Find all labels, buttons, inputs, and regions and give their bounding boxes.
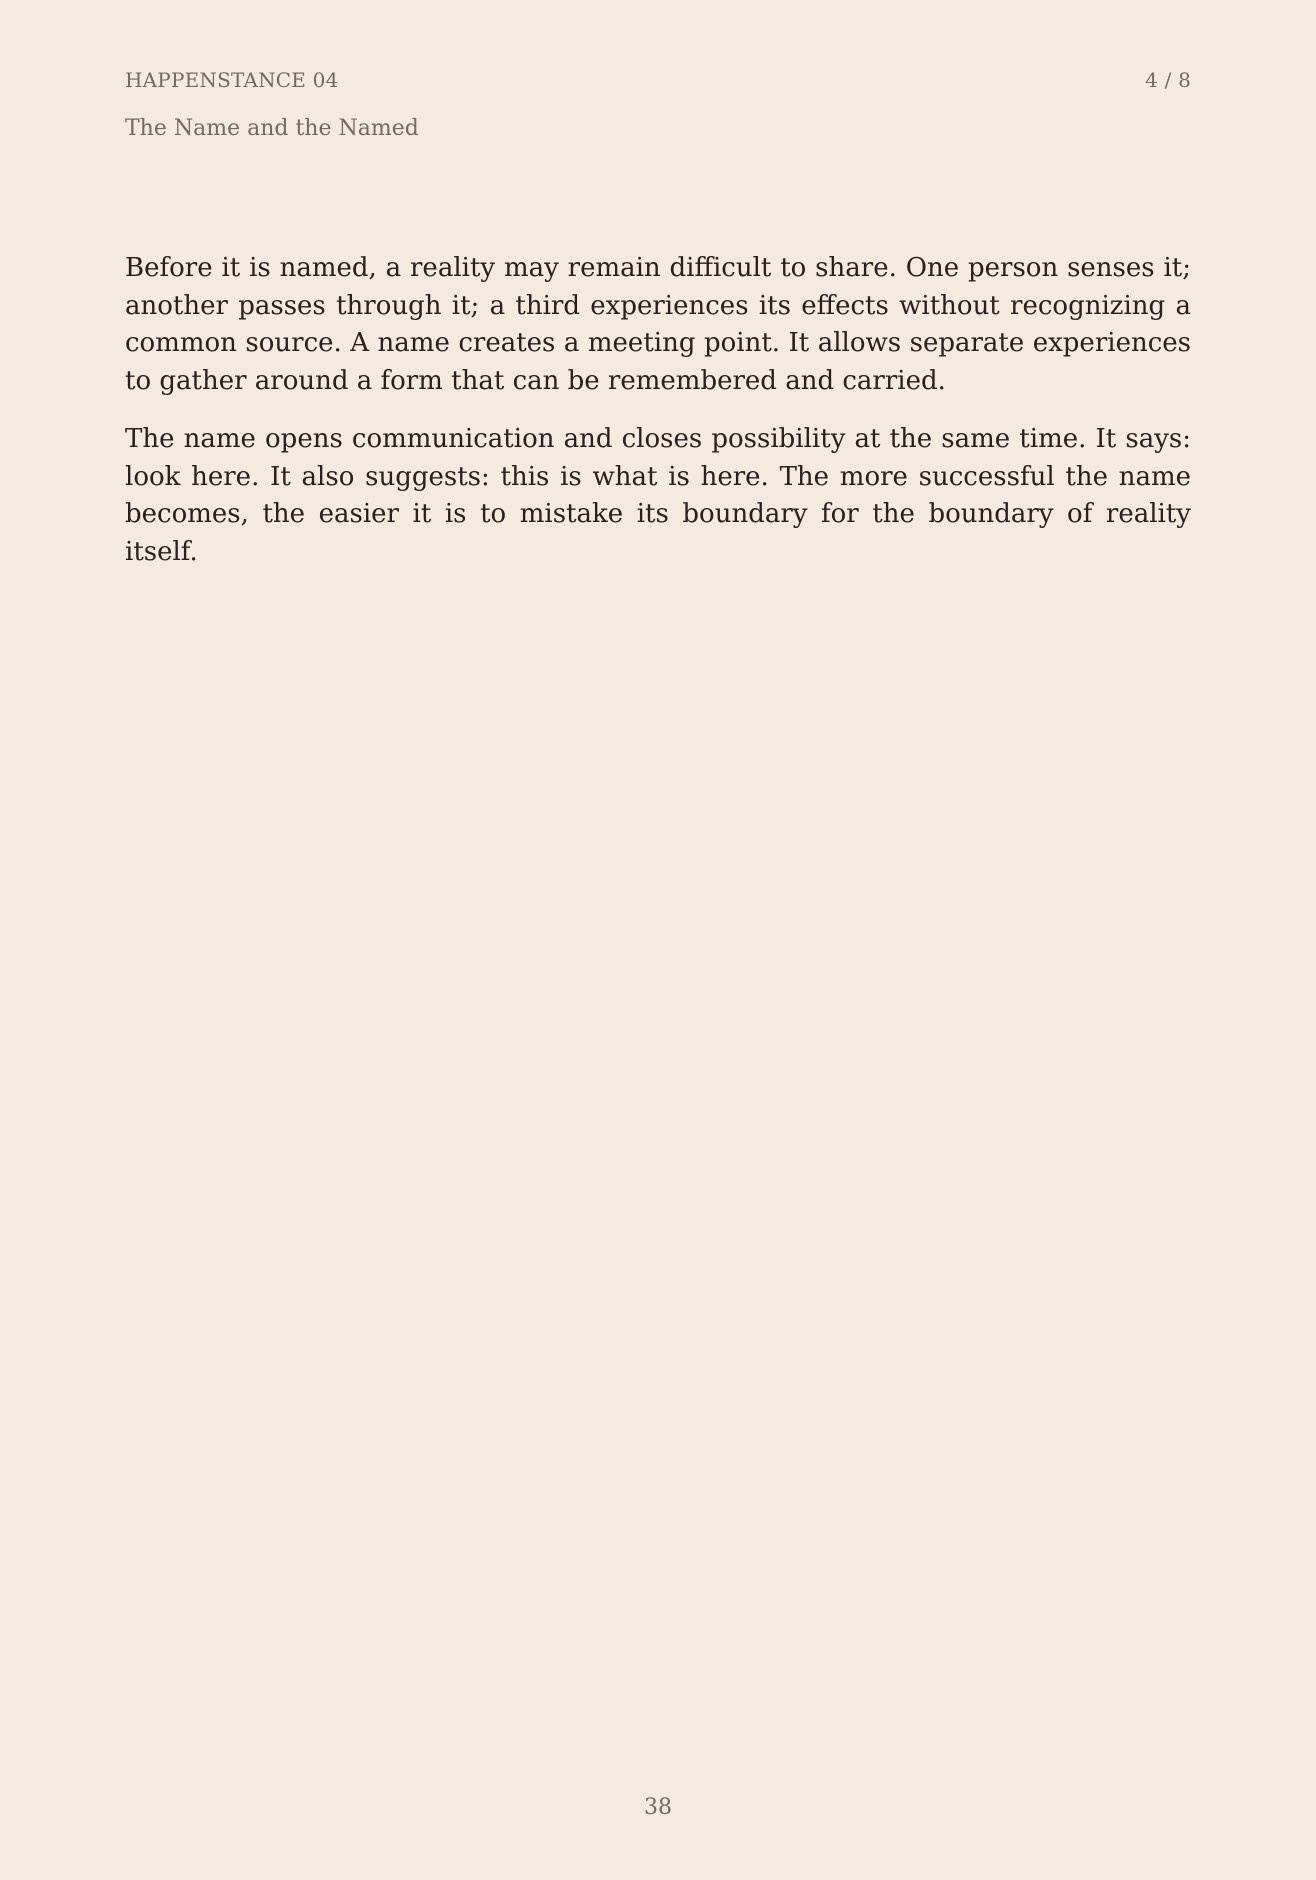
page-number: 38: [644, 1795, 672, 1820]
paragraph: Before it is named, a reality may remain difficult to share. One person senses it; another passes through it; a third experiences its effects without recognizing a common source. A name creates a meeting point. It allows separate experiences to gather around a form that can be remembered and carried.: [125, 253, 1191, 396]
publication-label: HAPPENSTANCE 04: [125, 68, 339, 92]
body-text: [125, 250, 1191, 592]
running-header: [125, 68, 1191, 96]
page-progress: 4 / 8: [1145, 68, 1191, 92]
chapter-title: The Name and the Named: [125, 116, 419, 141]
paragraph: The name opens communication and closes possibility at the same time. It says: look here. It also suggests: this is what is here. The more successful the name becomes, the easier it is to mistake its boundary for the boundary of reality itself.: [125, 424, 1191, 567]
